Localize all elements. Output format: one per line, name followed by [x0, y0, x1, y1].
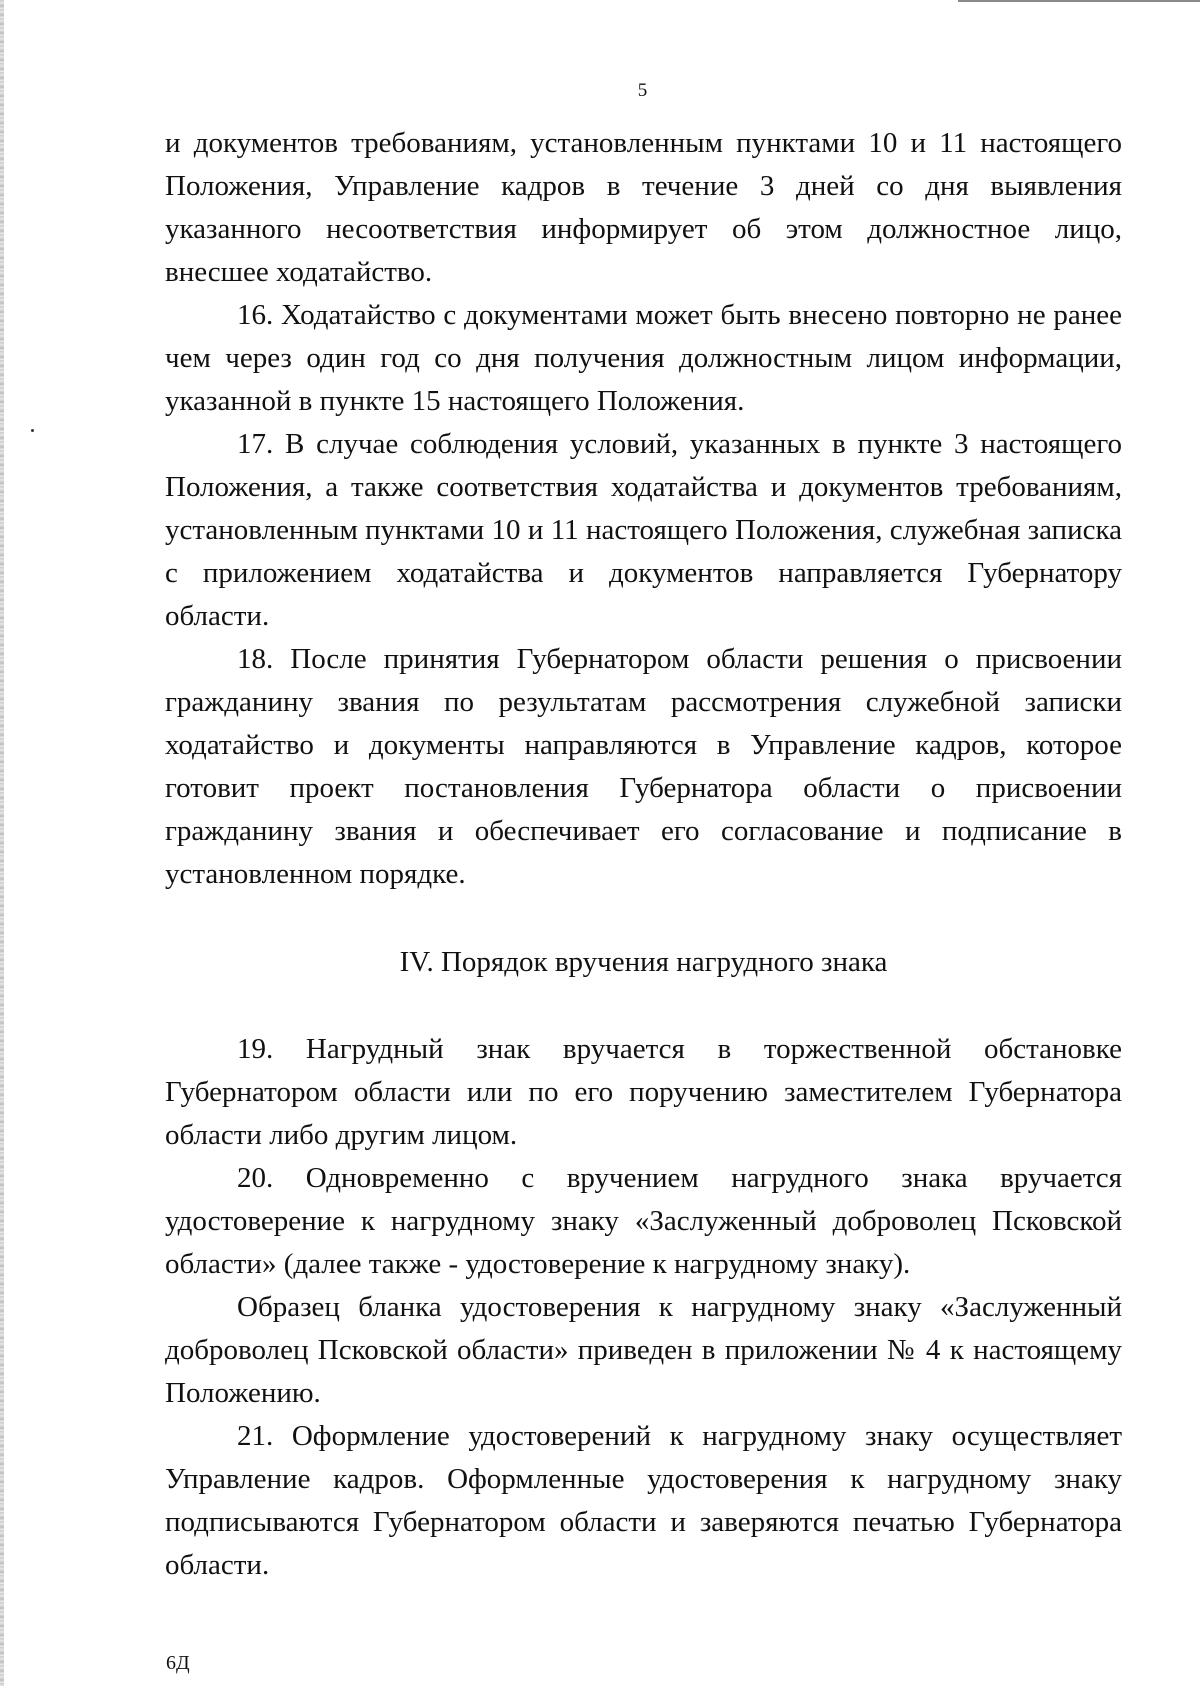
body-text-lower	[165, 1028, 1122, 1587]
paragraph-17: 17. В случае соблюдения условий, указанных в пункте 3 настоящего Положения, а также соответствия ходатайства и документов требованиям, установленным пунктами 10 и 11 настоящего Положения, служебная записка с приложением ходатайства и документов направляется Губернатору области.	[165, 428, 1122, 632]
paragraph-19: 19. Нагрудный знак вручается в торжественной обстановке Губернатором области или по его поручению заместителем Губернатора области либо другим лицом.	[165, 1033, 1122, 1151]
paragraph-16: 16. Ходатайство с документами может быть внесено повторно не ранее чем через один год со дня получения должностным лицом информации, указанной в пункте 15 настоящего Положения.	[165, 299, 1122, 417]
paragraph-21: 21. Оформление удостоверений к нагрудному знаку осуществляет Управление кадров. Оформленные удостоверения к нагрудному знаку подписываются Губернатором области и заверяются печатью Губернатора области.	[165, 1420, 1122, 1581]
scan-edge-top	[958, 0, 1200, 2]
footer-code: 6Д	[166, 1652, 190, 1674]
paragraph-18: 18. После принятия Губернатором области решения о присвоении гражданину звания по результатам рассмотрения служебной записки ходатайство и документы направляются в Управление кадров, которое готовит проект постановления Губернатора области о присвоении гражданину звания и обеспечивает его согласование и подписание в установленном порядке.	[165, 643, 1122, 890]
body-text-upper	[165, 122, 1122, 896]
paragraph-sample-form: Образец бланка удостоверения к нагрудному знаку «Заслуженный доброволец Псковской области» приведен в приложении № 4 к настоящему Положению.	[165, 1291, 1122, 1409]
paragraph-continuation: и документов требованиям, установленным пунктами 10 и 11 настоящего Положения, Управление кадров в течение 3 дней со дня выявления указанного несоответствия информирует об этом должностное лицо, внесшее ходатайство.	[165, 127, 1122, 288]
scan-speck	[31, 429, 34, 432]
paragraph-20: 20. Одновременно с вручением нагрудного знака вручается удостоверение к нагрудному знаку «Заслуженный доброволец Псковской области» (далее также - удостоверение к нагрудному знаку).	[165, 1162, 1122, 1280]
page-number: 5	[637, 80, 648, 101]
scan-edge-left	[0, 0, 4, 1686]
section-heading: IV. Порядок вручения нагрудного знака	[399, 946, 888, 978]
